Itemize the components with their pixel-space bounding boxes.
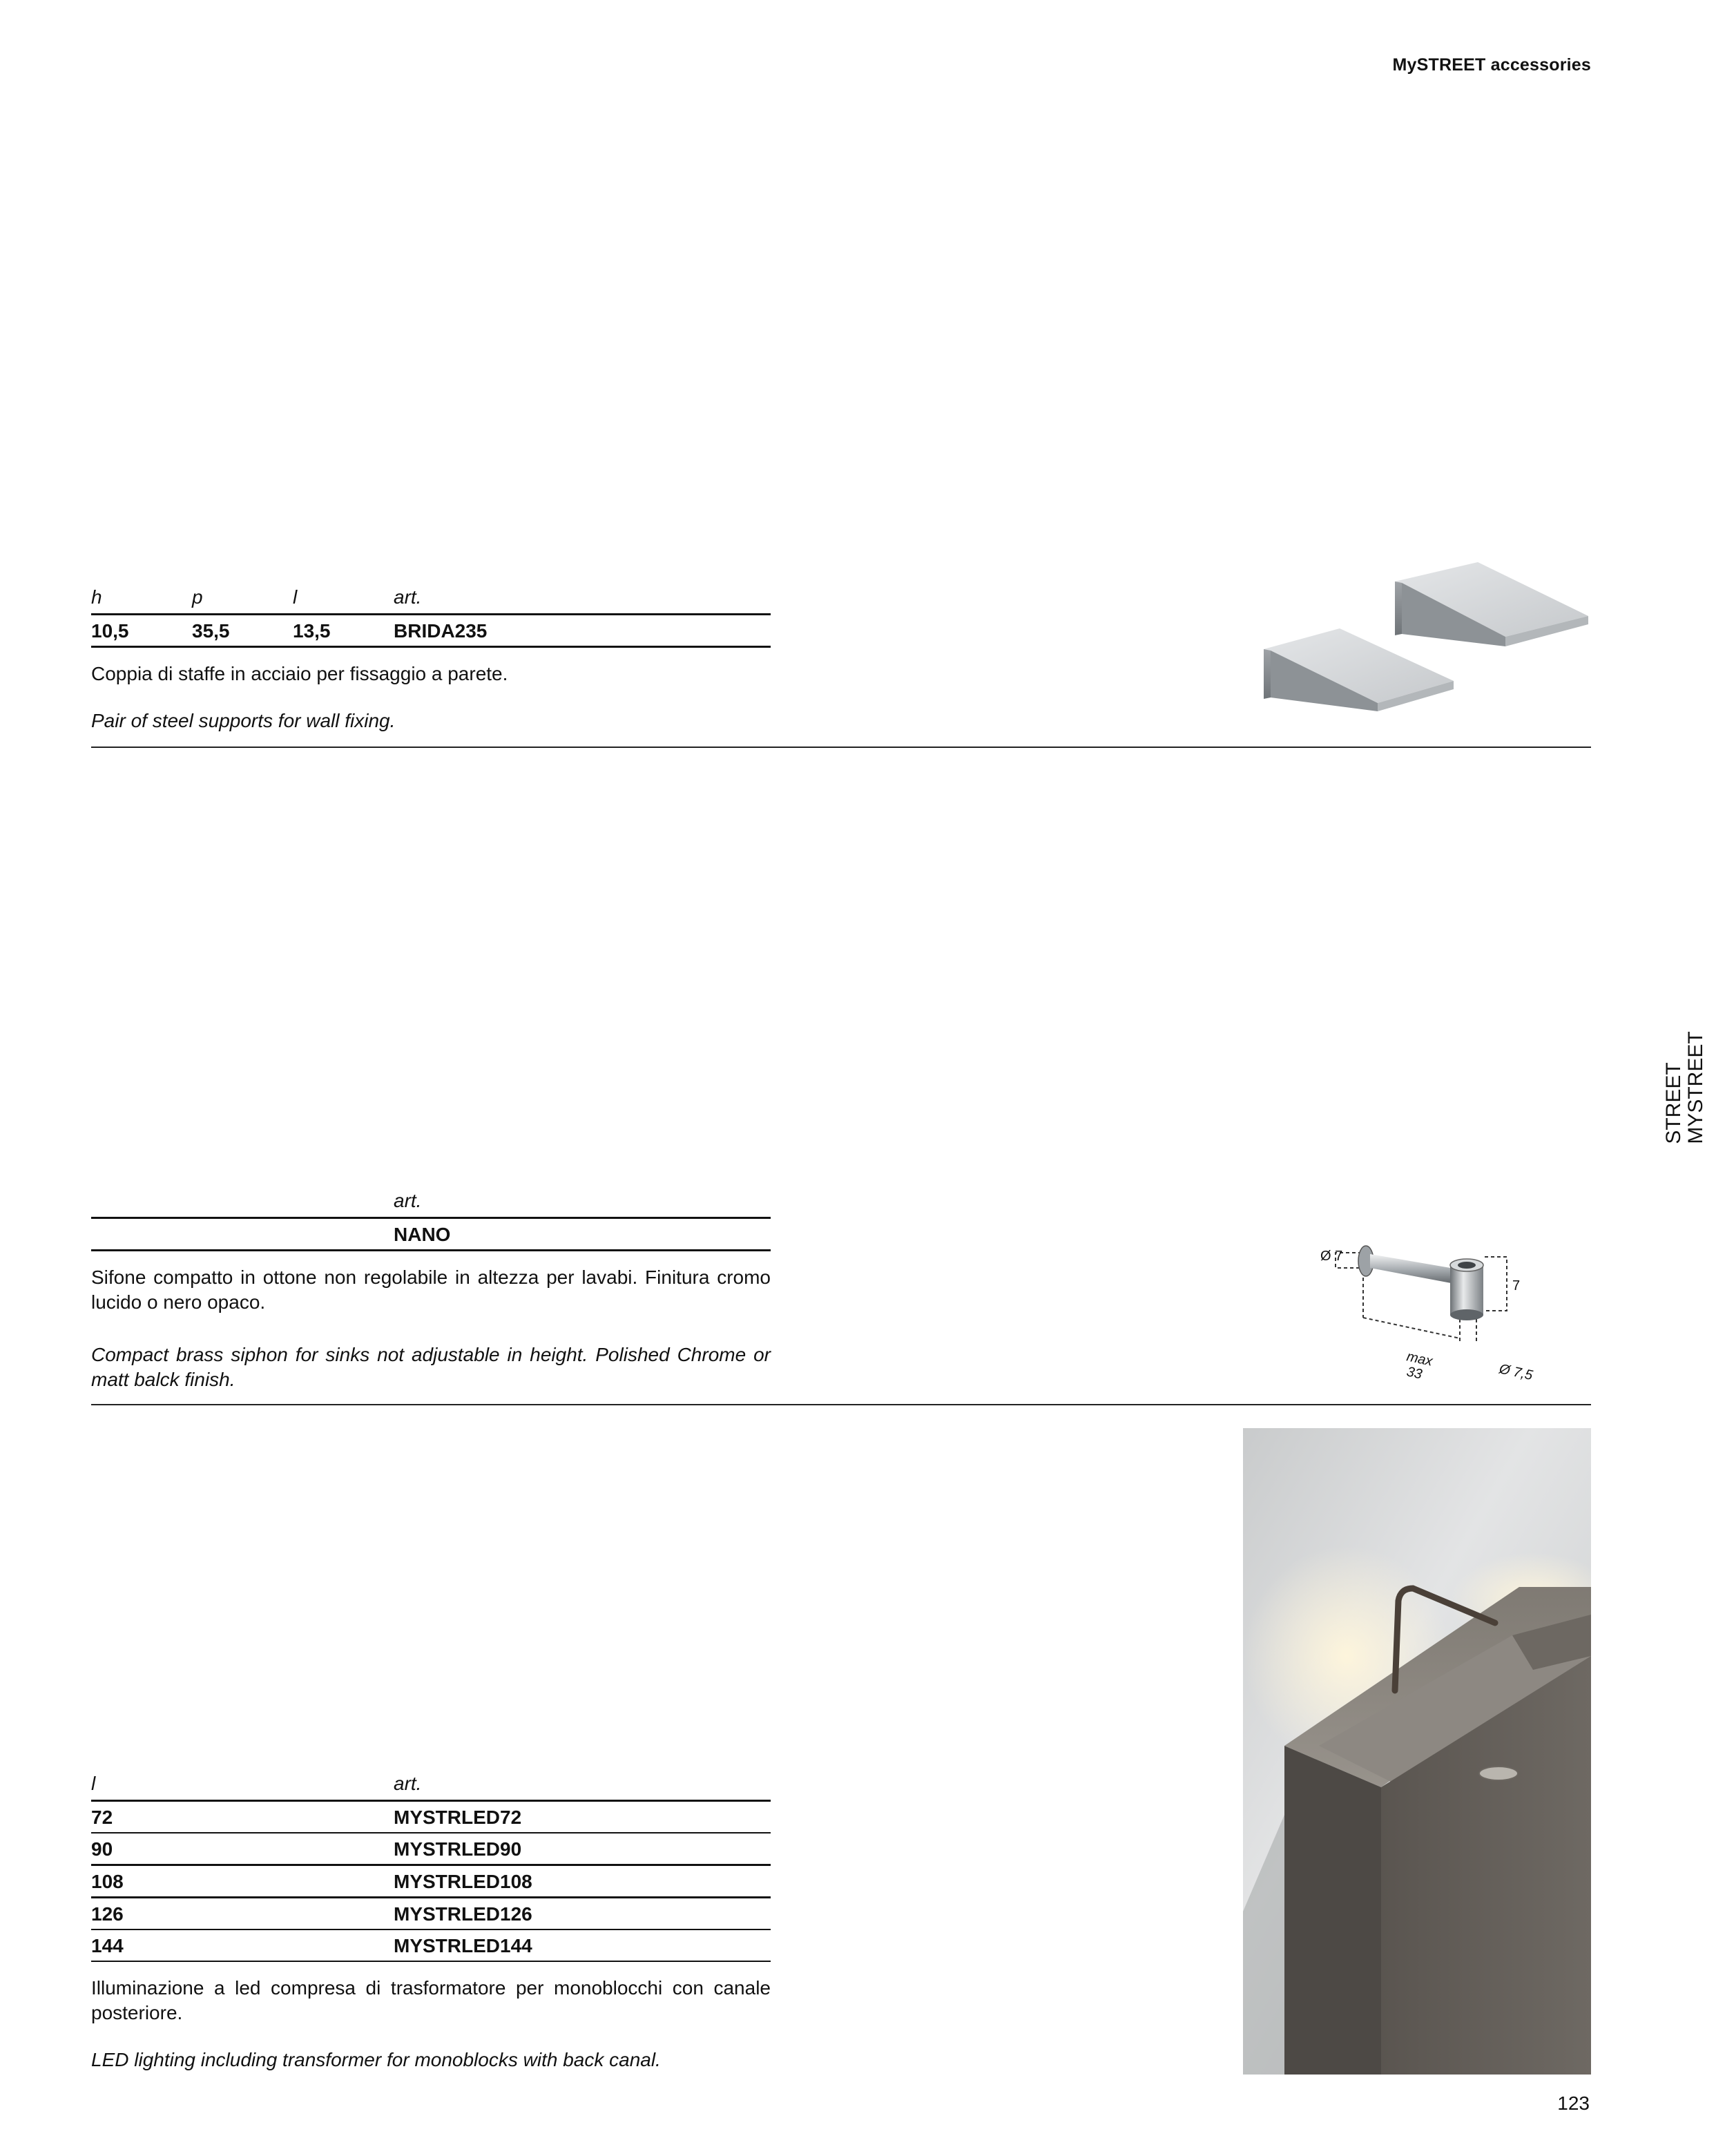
cell-p: 35,5 — [192, 615, 293, 647]
cell-art: MYSTRLED90 — [394, 1833, 771, 1865]
dim-wall-diameter: Ø 7 — [1320, 1249, 1343, 1264]
dim-outlet-diameter: Ø 7,5 — [1497, 1361, 1534, 1384]
table-row — [91, 615, 771, 647]
cell-art: BRIDA235 — [394, 615, 771, 647]
col-header-art: art. — [394, 586, 771, 615]
cell-art: MYSTRLED108 — [394, 1865, 771, 1898]
cell-length: 126 — [91, 1898, 394, 1930]
siphon-description-en: Compact brass siphon for sinks not adjustable in height. Polished Chrome or matt balck finish. — [91, 1344, 771, 1390]
table-row — [91, 1865, 771, 1898]
col-header-l: l — [293, 586, 394, 615]
led-description-it: Illuminazione a led compresa di trasformatore per monoblocchi con canale posteriore. — [91, 1977, 771, 2023]
led-table — [91, 1772, 771, 1962]
led-description-en: LED lighting including transformer for monoblocks with back canal. — [91, 2049, 661, 2070]
section-divider — [91, 1404, 1591, 1405]
dim-max-value: 33 — [1405, 1364, 1424, 1383]
brackets-table — [91, 586, 771, 648]
cell-length: 144 — [91, 1929, 394, 1961]
table-row — [91, 1833, 771, 1865]
cell-art: MYSTRLED72 — [394, 1801, 771, 1833]
dim-max-label: max — [1405, 1349, 1434, 1369]
siphon-spec — [91, 1189, 771, 1392]
col-header-art: art. — [394, 1189, 771, 1218]
brackets-spec — [91, 586, 771, 733]
table-row — [91, 1898, 771, 1930]
cell-l: 13,5 — [293, 615, 394, 647]
siphon-table — [91, 1189, 771, 1251]
siphon-technical-drawing — [1312, 1229, 1595, 1395]
cell-art: MYSTRLED144 — [394, 1929, 771, 1961]
page-header-title: MySTREET accessories — [1392, 55, 1591, 75]
led-spec — [91, 1772, 771, 2072]
section-divider — [91, 747, 1591, 748]
side-section-label — [1644, 1029, 1725, 1146]
cell-h: 10,5 — [91, 615, 192, 647]
cell-art: NANO — [394, 1218, 771, 1251]
led-sink-photo — [1243, 1428, 1591, 2075]
table-row — [91, 1929, 771, 1961]
cell-length: 90 — [91, 1833, 394, 1865]
steel-brackets-image — [1257, 552, 1595, 718]
cell-art: MYSTRLED126 — [394, 1898, 771, 1930]
table-row — [91, 1218, 771, 1251]
siphon-description-it: Sifone compatto in ottone non regolabile in altezza per lavabi. Finitura cromo lucido o nero opaco. — [91, 1267, 771, 1313]
brackets-description-it: Coppia di staffe in acciaio per fissaggio a parete. — [91, 663, 508, 684]
cell-length: 108 — [91, 1865, 394, 1898]
table-row — [91, 1801, 771, 1833]
page-number: 123 — [1557, 2092, 1590, 2114]
col-header-p: p — [192, 586, 293, 615]
col-header-art: art. — [394, 1772, 771, 1801]
col-header-h: h — [91, 586, 192, 615]
side-label-street: STREET — [1662, 1062, 1685, 1144]
brackets-description-en: Pair of steel supports for wall fixing. — [91, 710, 396, 731]
cell-length: 72 — [91, 1801, 394, 1833]
side-label-mystreet: MYSTREET — [1684, 1031, 1707, 1144]
col-header-l: l — [91, 1772, 394, 1801]
dim-height: 7 — [1512, 1278, 1521, 1293]
